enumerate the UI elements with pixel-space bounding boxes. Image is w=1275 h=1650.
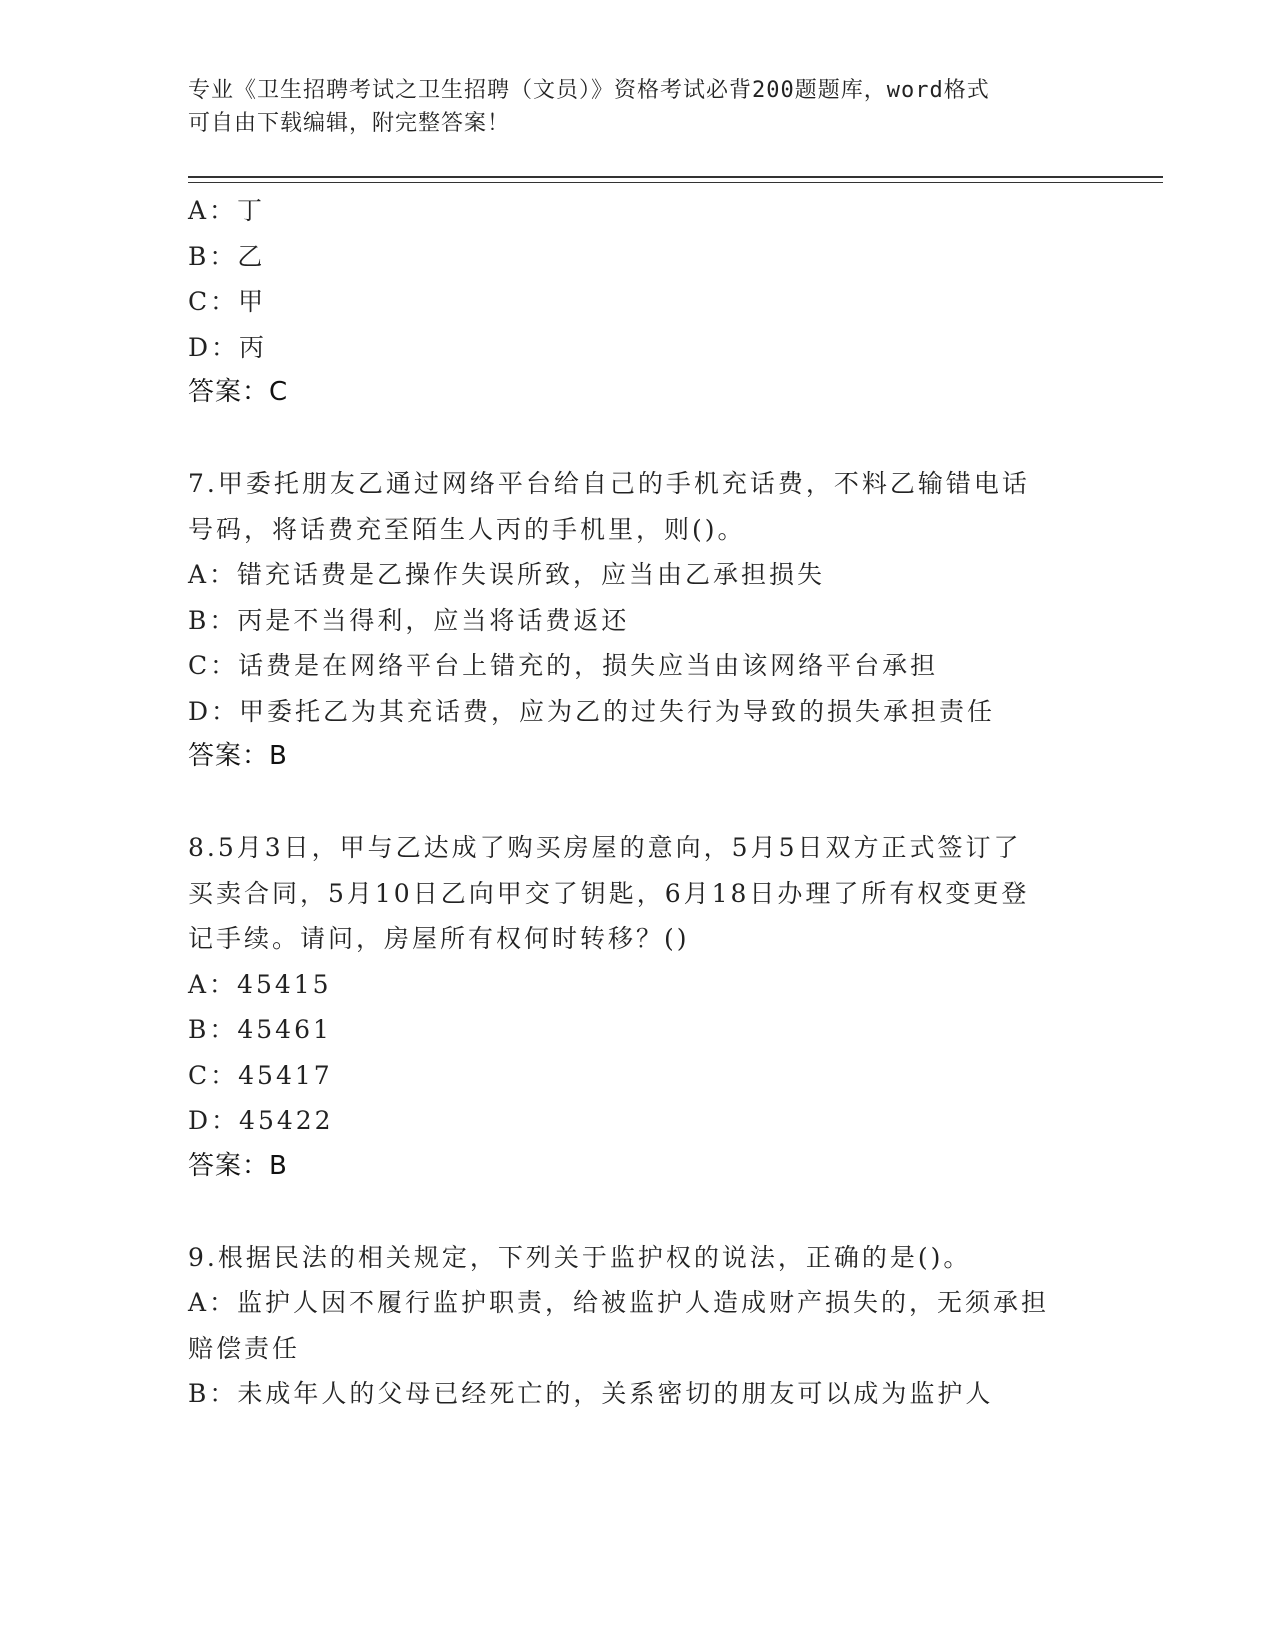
header-divider-thick bbox=[188, 176, 1163, 178]
question-spacer bbox=[188, 416, 1088, 462]
header-title-line-1: 专业《卫生招聘考试之卫生招聘（文员）》资格考试必背200题题库，word格式 bbox=[188, 78, 990, 103]
option-a: A：丁 bbox=[188, 196, 266, 225]
question-8 bbox=[188, 825, 1088, 1189]
question-stem: 买卖合同，5月10日乙向甲交了钥匙，6月18日办理了所有权变更登 bbox=[188, 878, 1030, 908]
question-stem: 9.根据民法的相关规定，下列关于监护权的说法，正确的是()。 bbox=[188, 1242, 972, 1272]
option-b: B：丙是不当得利，应当将话费返还 bbox=[188, 605, 630, 635]
answer-line: 答案：B bbox=[188, 1150, 288, 1181]
question-6 bbox=[188, 188, 1088, 416]
option-b: B：未成年人的父母已经死亡的，关系密切的朋友可以成为监护人 bbox=[188, 1379, 994, 1408]
answer-line: 答案：C bbox=[188, 377, 289, 407]
option-a: A：错充话费是乙操作失误所致，应当由乙承担损失 bbox=[188, 560, 826, 589]
option-a: A：监护人因不履行监护职责，给被监护人造成财产损失的，无须承担 bbox=[188, 1288, 1050, 1317]
question-stem: 7.甲委托朋友乙通过网络平台给自己的手机充话费，不料乙输错电话 bbox=[188, 469, 1030, 498]
question-stem: 记手续。请问，房屋所有权何时转移？() bbox=[188, 924, 690, 953]
option-d: D：45422 bbox=[188, 1106, 334, 1135]
option-c: C：甲 bbox=[188, 287, 267, 316]
header-divider-thin bbox=[188, 182, 1163, 183]
question-spacer bbox=[188, 780, 1088, 826]
question-list bbox=[188, 188, 1088, 1417]
question-stem: 号码，将话费充至陌生人丙的手机里，则()。 bbox=[188, 514, 746, 544]
question-spacer bbox=[188, 1189, 1088, 1235]
answer-line: 答案：B bbox=[188, 741, 288, 771]
question-7 bbox=[188, 461, 1088, 780]
header-title-line-2: 可自由下载编辑，附完整答案！ bbox=[188, 111, 511, 136]
option-a-continued: 赔偿责任 bbox=[188, 1333, 301, 1363]
question-9 bbox=[188, 1235, 1088, 1417]
question-stem: 8.5月3日，甲与乙达成了购买房屋的意向，5月5日双方正式签订了 bbox=[188, 833, 1022, 862]
option-b: B：乙 bbox=[188, 241, 266, 271]
option-b: B：45461 bbox=[188, 1015, 332, 1044]
option-c: C：话费是在网络平台上错充的，损失应当由该网络平台承担 bbox=[188, 651, 939, 680]
option-d: D：甲委托乙为其充话费，应为乙的过失行为导致的损失承担责任 bbox=[188, 696, 996, 726]
option-d: D：丙 bbox=[188, 332, 268, 362]
option-c: C：45417 bbox=[188, 1060, 333, 1090]
page-header bbox=[188, 74, 1068, 140]
option-a: A：45415 bbox=[188, 969, 332, 999]
